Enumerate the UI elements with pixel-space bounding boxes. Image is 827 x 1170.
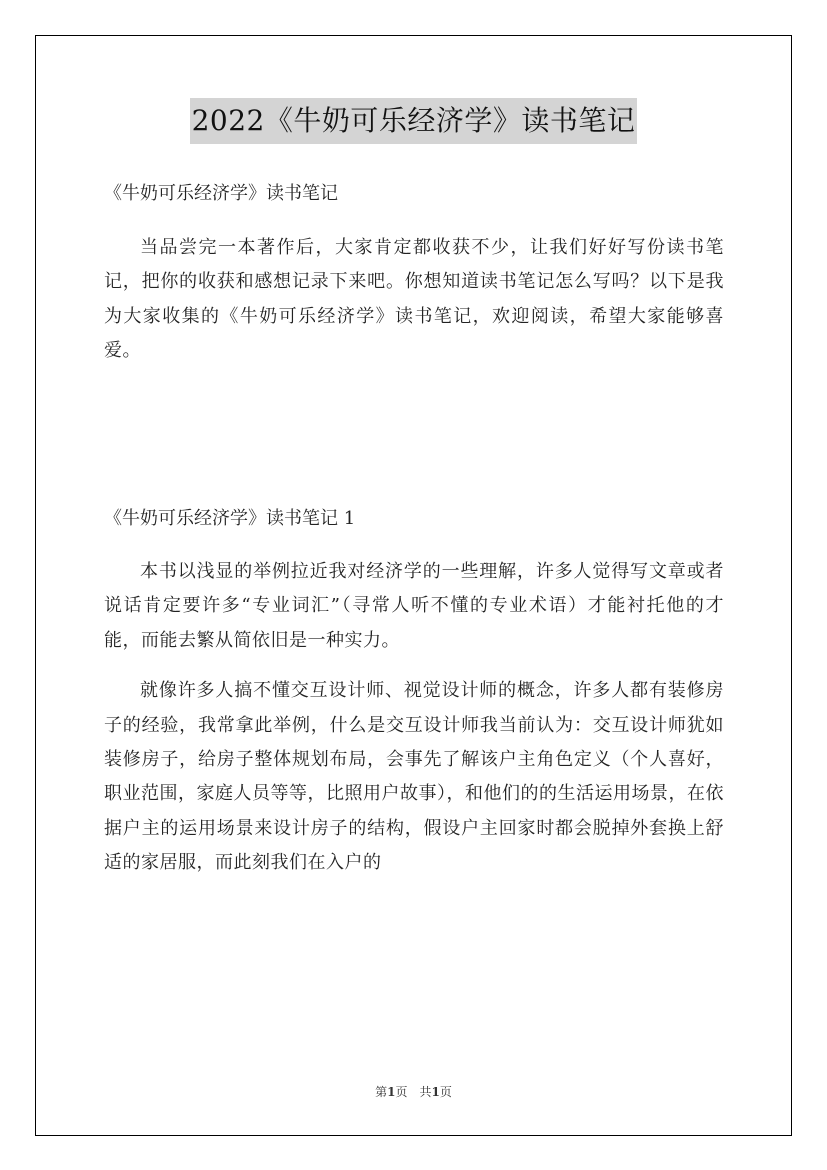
section-heading: 《牛奶可乐经济学》读书笔记 1 <box>104 508 356 529</box>
footer-page-total: 1 <box>431 1085 440 1099</box>
intro-body <box>104 231 724 369</box>
footer-suffix: 页 <box>439 1085 452 1099</box>
body-paragraph-2: 就像许多人搞不懂交互设计师、视觉设计师的概念，许多人都有装修房子的经验，我常拿此举例，什么是交互设计师我当前认为：交互设计师犹如装修房子，给房子整体规划布局，会事先了解该户主角色定义（个人喜好，职业范围，家庭人员等等，比照用户故事），和他们的的生活运用场景，在依据户主的运用场景来设计房子的结构，假设户主回家时都会脱掉外套换上舒适的家居服，而此刻我们在入户的 <box>104 680 724 874</box>
footer-page-current: 1 <box>387 1085 396 1099</box>
body-paragraph-1: 本书以浅显的举例拉近我对经济学的一些理解，许多人觉得写文章或者说话肯定要许多“专业词汇”（寻常人听不懂的专业术语）才能衬托他的才能，而能去繁从简依旧是一种实力。 <box>104 561 724 651</box>
intro-paragraph: 当品尝完一本著作后，大家肯定都收获不少，让我们好好写份读书笔记，把你的收获和感想记录下来吧。你想知道读书笔记怎么写吗？以下是我为大家收集的《牛奶可乐经济学》读书笔记，欢迎阅读，希望大家能够喜爱。 <box>104 237 724 362</box>
section-body <box>104 555 724 881</box>
document-title: 2022《牛奶可乐经济学》读书笔记 <box>190 98 638 144</box>
page-footer <box>0 1083 827 1100</box>
footer-mid: 页 共 <box>395 1085 432 1099</box>
footer-prefix: 第 <box>375 1085 388 1099</box>
intro-heading: 《牛奶可乐经济学》读书笔记 <box>104 183 338 204</box>
title-container <box>0 98 827 144</box>
